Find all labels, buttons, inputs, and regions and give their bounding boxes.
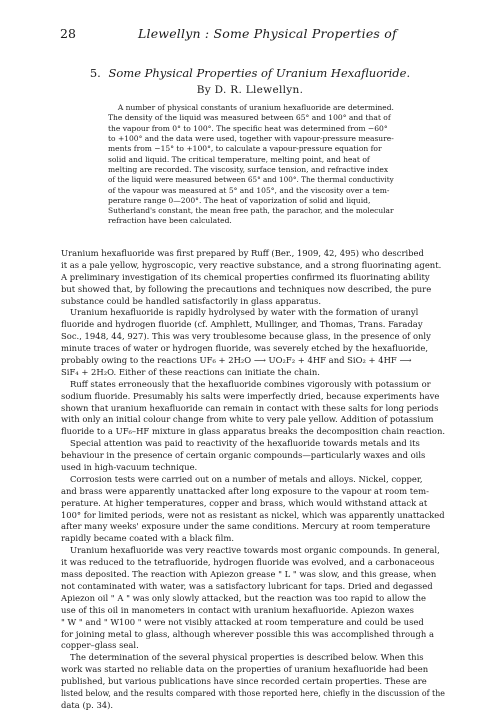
abstract-line: to +100° and the data were used, together with vapour-pressure measure- [108, 133, 394, 143]
abstract-line: the vapour from 0° to 100°. The specific heat was determined from −60° [108, 123, 388, 133]
body-line: with only an initial colour change from white to very pale yellow. Addition of potassium [61, 414, 434, 425]
body-line: rapidly became coated with a black film. [61, 533, 234, 544]
body-line: sodium fluoride. Presumably his salts were imperfectly dried, because experiments have [61, 390, 440, 401]
abstract-line: perature range 0—200°. The heat of vaporization of solid and liquid, [108, 195, 371, 205]
body-line: 100° for limited periods, were not as resistant as nickel, which was apparently unattacked [61, 509, 445, 520]
body-line: used in high-vacuum technique. [61, 462, 198, 473]
abstract-line: refraction have been calculated. [108, 216, 232, 226]
body-line: data (p. 34). [61, 699, 114, 710]
abstract-line: The density of the liquid was measured between 65° and 100° and that of [108, 113, 391, 123]
body-line: minute traces of water or hydrogen fluoride, was severely etched by the hexafluoride, [61, 343, 429, 354]
body-line: substance could be handled satisfactorily in glass apparatus. [61, 295, 322, 306]
abstract-line: of the vapour was measured at 5° and 105°, and the viscosity over a tem- [108, 185, 390, 195]
body-line: work was started no reliable data on the properties of uranium hexafluoride had been [61, 664, 429, 675]
article-title [60, 66, 440, 80]
body-line: Uranium hexafluoride was very reactive towards most organic compounds. In general, [70, 545, 440, 556]
body-line: it as a pale yellow, hygroscopic, very reactive substance, and a strong fluorinating agent. [61, 259, 442, 270]
body-line: Corrosion tests were carried out on a number of metals and alloys. Nickel, copper, [70, 473, 423, 484]
body-line: " W " and " W100 " were not visibly attacked at room temperature and could be used [61, 616, 424, 627]
abstract-line: of the liquid were measured between 65° and 100°. The thermal conductivity [108, 175, 394, 185]
abstract-line: A number of physical constants of uranium hexafluoride are determined. [117, 103, 394, 112]
author-byline: By D. R. Llewellyn. [196, 84, 304, 96]
body-line: Uranium hexafluoride was first prepared by Ruff (Ber., 1909, 42, 495) who described [61, 248, 424, 258]
body-line: published, but various publications have since recorded certain properties. These are [61, 676, 427, 687]
body-line: perature. At higher temperatures, copper and brass, which would withstand attack at [61, 497, 428, 508]
body-line: but showed that, by following the precautions and techniques now described, the pure [61, 283, 432, 294]
abstract-line: melting are recorded. The viscosity, surface tension, and refractive index [108, 164, 389, 174]
body-line: listed below, and the results compared with those reported here, chiefly in the discussion of the [61, 687, 445, 698]
body-line: fluoride and hydrogen fluoride (cf. Amphlett, Mullinger, and Thomas, Trans. Faraday [61, 319, 423, 330]
body-line: Soc., 1948, 44, 927). This was very troublesome because glass, in the presence of only [61, 331, 431, 342]
running-head [0, 26, 500, 42]
body-line: for joining metal to glass, although wherever possible this was accomplished through a [61, 628, 434, 639]
body-text [61, 248, 445, 712]
body-line: fluoride to a UF₆–HF mixture in glass apparatus breaks the decomposition chain reaction. [61, 426, 446, 437]
body-line: Apiezon oil " A " was only slowly attacked, but the reaction was too rapid to allow the [61, 592, 426, 603]
body-line: shown that uranium hexafluoride can remain in contact with these salts for long periods [61, 402, 439, 413]
body-line: after many weeks' exposure under the same conditions. Mercury at room temperature [61, 521, 431, 532]
body-line: and brass were apparently unattacked after long exposure to the vapour at room tem- [61, 485, 429, 496]
abstract-line: solid and liquid. The critical temperature, melting point, and heat of [108, 154, 370, 164]
article-number: 5. [89, 66, 101, 80]
abstract-line: ments from −15° to +100°, to calculate a vapour-pressure equation for [108, 144, 382, 154]
body-line: mass deposited. The reaction with Apiezon grease " L " was slow, and this grease, when [61, 569, 437, 580]
page-number: 28 [60, 26, 76, 41]
body-line: it was reduced to the tetrafluoride, hydrogen fluoride was evolved, and a carbonaceous [61, 557, 435, 568]
body-line: copper–glass seal. [61, 640, 139, 651]
abstract-line: Sutherland's constant, the mean free path, the parachor, and the molecular [108, 206, 394, 216]
body-line: use of this oil in manometers in contact with uranium hexafluoride. Apiezon waxes [61, 604, 414, 615]
body-line: Ruff states erroneously that the hexafluoride combines vigorously with potassium or [70, 378, 431, 389]
body-line: A preliminary investigation of its chemical properties confirmed its fluorinating ability [61, 271, 430, 282]
running-title: Llewellyn : Some Physical Properties of [138, 26, 397, 41]
body-line: Special attention was paid to reactivity of the hexafluoride towards metals and its [70, 438, 420, 449]
body-line: behaviour in the presence of certain organic compounds—particularly waxes and oils [61, 450, 426, 461]
body-line: probably owing to the reactions UF₆ + 2H₂O ⟶ UO₂F₂ + 4HF and SiO₂ + 4HF ⟶ [61, 355, 412, 366]
body-line: not contaminated with water, was a satisfactory lubricant for taps. Dried and degassed [61, 580, 433, 591]
body-line: SiF₄ + 2H₂O. Either of these reactions can initiate the chain. [61, 366, 320, 377]
body-line: Uranium hexafluoride is rapidly hydrolysed by water with the formation of uranyl [70, 307, 419, 318]
body-line: The determination of the several physical properties is described below. When this [70, 652, 424, 663]
abstract [108, 103, 394, 227]
article-title-text: Some Physical Properties of Uranium Hexafluoride. [108, 66, 411, 80]
